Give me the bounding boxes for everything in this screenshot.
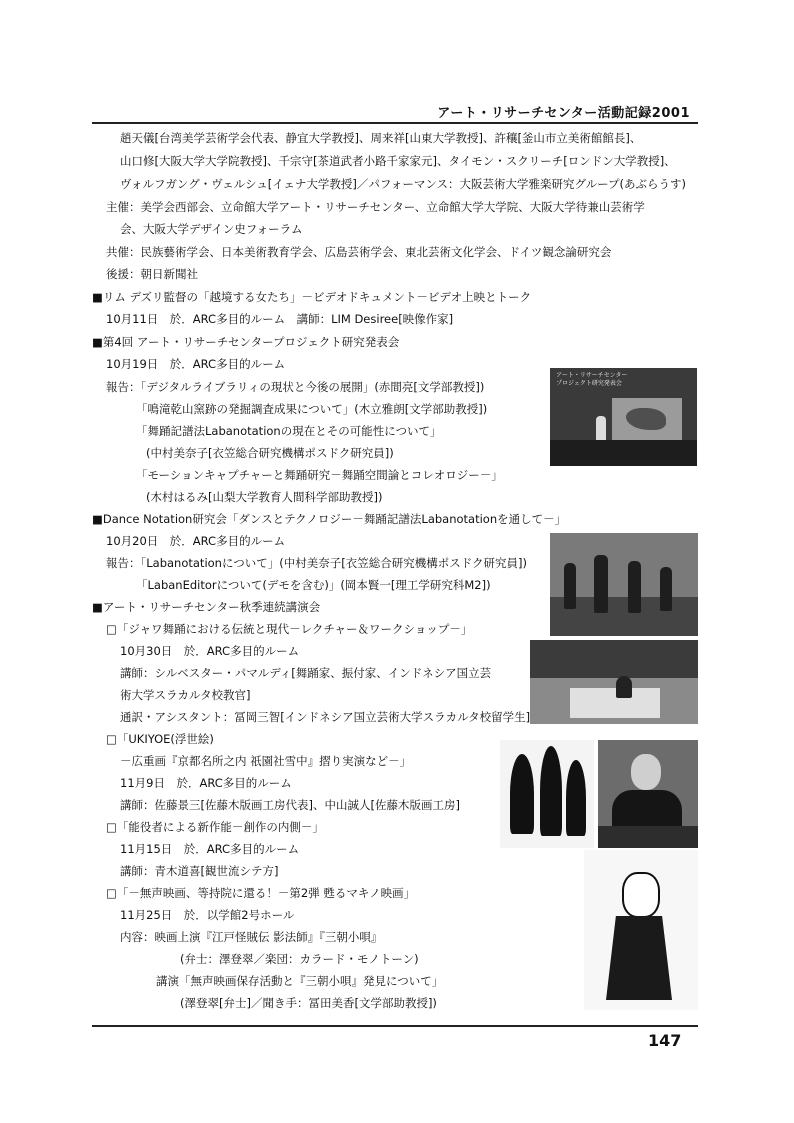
floor-mat — [570, 688, 660, 718]
text-line: (中村美奈子[衣笠総合研究機構ポスドク研究員]) — [146, 446, 394, 460]
event-heading: ■Dance Notation研究会「ダンスとテクノロジー－舞踊記譜法Labanotationを通して－」 — [92, 512, 567, 526]
dancer-figure — [564, 563, 576, 609]
figure-silhouette — [510, 754, 534, 834]
podium — [598, 826, 698, 848]
text-line: (弁士：澤登翠／楽団：カラード・モノトーン) — [180, 952, 419, 966]
text-line: 10月30日 於．ARC多目的ルーム — [120, 644, 300, 658]
text-line: 内容：映画上演『江戸怪賊伝 影法師』『三朝小唄』 — [120, 930, 383, 944]
dancer-figure — [616, 676, 632, 698]
text-line: 会、大阪大学デザイン史フォーラム — [120, 222, 303, 236]
speaker-suit — [612, 790, 682, 830]
dancer-figure — [660, 567, 672, 611]
text-line: 共催：民族藝術学会、日本美術教育学会、広島芸術学会、東北芸術文化学会、ドイツ観念論研究会 — [106, 245, 612, 259]
lecture-banner-text: アート・リサーチセンター プロジェクト研究発表会 — [556, 372, 628, 387]
event-heading: ■第4回 アート・リサーチセンタープロジェクト研究発表会 — [92, 335, 400, 349]
text-line: 11月9日 於．ARC多目的ルーム — [120, 776, 292, 790]
running-header — [92, 100, 698, 124]
speaker-portrait-photo — [598, 740, 698, 848]
actor-face — [622, 872, 660, 918]
lecture-heading: □「－無声映画、等持院に還る！－第2弾 甦るマキノ映画」 — [106, 886, 416, 900]
lecture-heading: □「能役者による新作能－創作の内側－」 — [106, 820, 324, 834]
text-line: 報告：「Labanotationについて」(中村美奈子[衣笠総合研究機構ポスドク研究員]) — [106, 556, 527, 570]
text-line: 11月15日 於．ARC多目的ルーム — [120, 842, 300, 856]
dancer-figure — [628, 561, 641, 613]
text-line: 後援：朝日新聞社 — [106, 267, 198, 281]
actor-robe — [606, 916, 672, 1000]
lecture-heading: □「ジャワ舞踊における伝統と現代－レクチャー＆ワークショップ－」 — [106, 622, 473, 636]
text-line: 10月19日 於．ARC多目的ルーム — [106, 357, 286, 371]
ukiyoe-print-illustration — [500, 740, 594, 848]
event-heading: ■リム デズリ監督の「越境する女たち」－ビデオドキュメント－ビデオ上映とトーク — [92, 290, 532, 304]
text-line: ヴォルフガング・ヴェルシュ[イェナ大学教授]／パフォーマンス：大阪芸術大学雅楽研究グループ(あぶらうす) — [120, 177, 687, 191]
text-line: 術大学スラカルタ校教官] — [120, 688, 251, 702]
text-line: 講師：佐藤景三[佐藤木版画工房代表]、中山誠人[佐藤木版画工房] — [120, 798, 460, 812]
text-line: 10月11日 於．ARC多目的ルーム 講師：LIM Desiree[映像作家] — [106, 312, 454, 326]
film-poster-illustration — [584, 850, 698, 1010]
audience-silhouette — [530, 640, 698, 678]
text-line: 山口修[大阪大学大学院教授]、千宗守[茶道武者小路千家家元]、タイモン・スクリーチ[ロンドン大学教授]、 — [120, 154, 676, 168]
speaker-head — [631, 754, 661, 790]
dancer-figure — [594, 555, 608, 613]
lecture-heading: □「UKIYOE(浮世絵) — [106, 732, 214, 746]
text-line: 報告：「デジタルライブラリィの現状と今後の展開」(赤間亮[文学部教授]) — [106, 380, 485, 394]
text-line: (木村はるみ[山梨大学教育人間科学部助教授]) — [146, 490, 383, 504]
text-line: 趙天儀[台湾美学芸術学会代表、静宜大学教授]、周来祥[山東大学教授]、許穰[釜山市立美術館館長]、 — [120, 131, 642, 145]
text-line: 「モーションキャプチャーと舞踊研究－舞踊空間論とコレオロジー－」 — [136, 468, 503, 482]
dance-workshop-photo — [550, 533, 698, 636]
text-line: 講演「無声映画保存活動と『三朝小唄』発見について」 — [156, 974, 444, 988]
text-line: 「LabanEditorについて(デモを含む)」(岡本賢一[理工学研究科M2]) — [136, 578, 491, 592]
figure-silhouette — [566, 760, 586, 836]
text-line: 講師：青木道喜[観世流シテ方] — [120, 864, 279, 878]
text-line: 通訳・アシスタント：冨岡三智[インドネシア国立芸術大学スラカルタ校留学生] — [120, 710, 531, 724]
javanese-dance-photo — [530, 640, 698, 724]
header-title: アート・リサーチセンター活動記録2001 — [437, 106, 690, 121]
event-heading: ■アート・リサーチセンター秋季連続講演会 — [92, 600, 321, 614]
text-line: －広重画『京都名所之内 祇園社雪中』摺り実演など－」 — [120, 754, 412, 768]
footer-rule — [92, 1025, 698, 1027]
text-line: (澤登翠[弁士]／聞き手：冨田美香[文学部助教授]) — [180, 996, 437, 1010]
text-line: 10月20日 於．ARC多目的ルーム — [106, 534, 286, 548]
poster-script-decoration — [588, 864, 600, 1004]
text-line: 「鳴滝乾山窯跡の発掘調査成果について」(木立雅朗[文学部助教授]) — [136, 402, 488, 416]
figure-silhouette — [540, 746, 562, 836]
audience-silhouette — [550, 440, 697, 466]
text-line: 講師：シルベスター・パマルディ[舞踊家、振付家、インドネシア国立芸 — [120, 666, 492, 680]
page-number: 147 — [648, 1031, 682, 1050]
lecture-photo — [550, 368, 697, 466]
text-line: 「舞踊記譜法Labanotationの現在とその可能性について」 — [136, 424, 442, 438]
text-line: 11月25日 於．以学館2号ホール — [120, 908, 295, 922]
text-line: 主催：美学会西部会、立命館大学アート・リサーチセンター、立命館大学大学院、大阪大学待兼山芸術学 — [106, 200, 645, 214]
speaker-figure — [596, 416, 606, 442]
